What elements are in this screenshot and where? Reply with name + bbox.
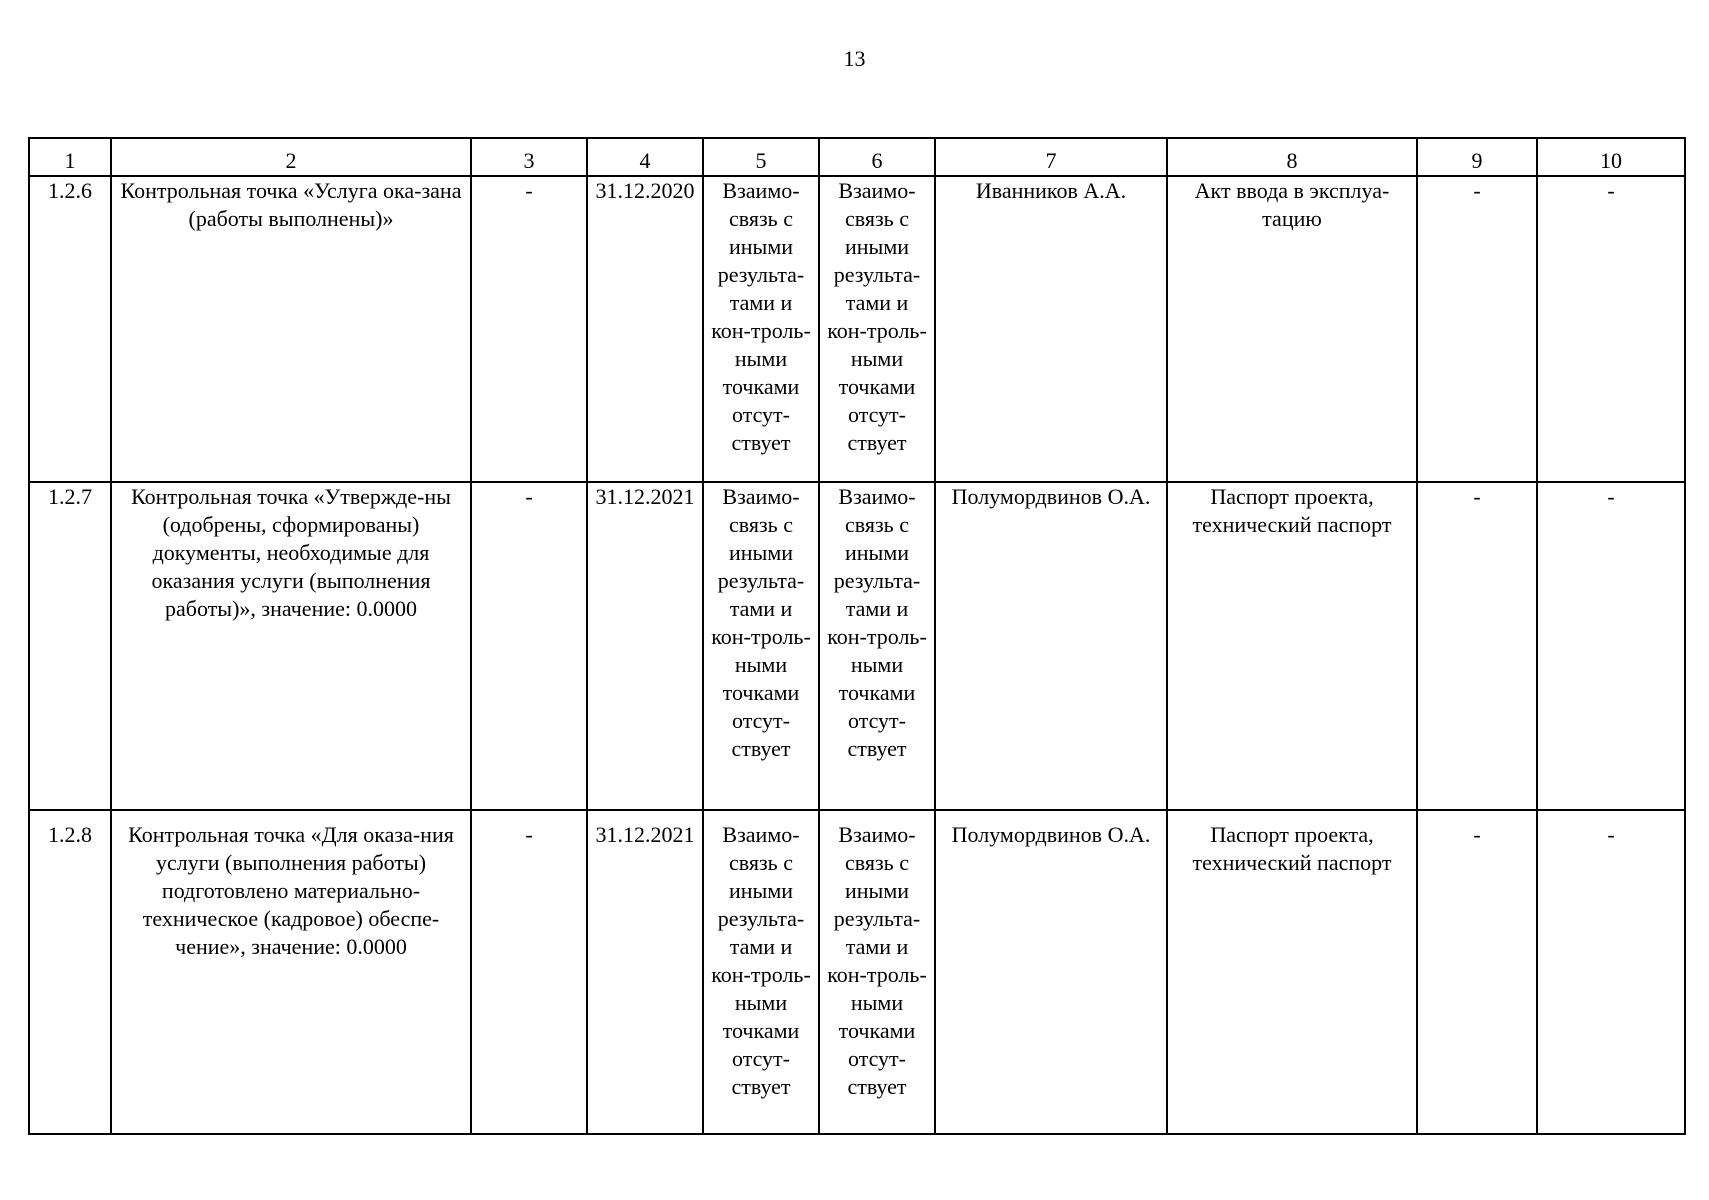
header-col-4: 4: [587, 138, 703, 176]
header-col-7: 7: [935, 138, 1167, 176]
col9-value: -: [1417, 810, 1537, 1134]
col9-value: -: [1417, 482, 1537, 810]
row-number: 1.2.7: [29, 482, 111, 810]
milestone-date: 31.12.2021: [587, 482, 703, 810]
relation-next: Взаимо-связь с иными результа-тами и кон-троль-ными точками отсут-ствует: [819, 176, 935, 482]
relation-previous: Взаимо-связь с иными результа-тами и кон-троль-ными точками отсут-ствует: [703, 810, 819, 1134]
col3-value: -: [471, 482, 587, 810]
header-col-6: 6: [819, 138, 935, 176]
page-number: 13: [843, 46, 866, 71]
header-col-5: 5: [703, 138, 819, 176]
responsible-person: Полумордвинов О.А.: [935, 810, 1167, 1134]
milestones-table: [28, 137, 1686, 1135]
confirming-document: Паспорт проекта, технический паспорт: [1167, 482, 1417, 810]
relation-previous: Взаимо-связь с иными результа-тами и кон-троль-ными точками отсут-ствует: [703, 482, 819, 810]
table-row: [29, 176, 1685, 482]
relation-next: Взаимо-связь с иными результа-тами и кон-троль-ными точками отсут-ствует: [819, 482, 935, 810]
relation-previous: Взаимо-связь с иными результа-тами и кон-троль-ными точками отсут-ствует: [703, 176, 819, 482]
confirming-document: Паспорт проекта, технический паспорт: [1167, 810, 1417, 1134]
milestone-name: Контрольная точка «Для оказа-ния услуги (выполнения работы) подготовлено материально-техническое (кадровое) обеспе-чение», значение: 0.0000: [111, 810, 471, 1134]
table-row: [29, 810, 1685, 1134]
col9-value: -: [1417, 176, 1537, 482]
confirming-document: Акт ввода в эксплуа-тацию: [1167, 176, 1417, 482]
responsible-person: Иванников А.А.: [935, 176, 1167, 482]
milestone-name: Контрольная точка «Утвержде-ны (одобрены, сформированы) документы, необходимые для оказания услуги (выполнения работы)», значение: 0.0000: [111, 482, 471, 810]
header-col-1: 1: [29, 138, 111, 176]
milestone-date: 31.12.2020: [587, 176, 703, 482]
col10-value: -: [1537, 176, 1685, 482]
col10-value: -: [1537, 482, 1685, 810]
header-col-10: 10: [1537, 138, 1685, 176]
table-row: [29, 482, 1685, 810]
milestone-name: Контрольная точка «Услуга ока-зана (работы выполнены)»: [111, 176, 471, 482]
header-col-2: 2: [111, 138, 471, 176]
row-number: 1.2.8: [29, 810, 111, 1134]
col3-value: -: [471, 810, 587, 1134]
table-header-row: [29, 138, 1685, 176]
header-col-3: 3: [471, 138, 587, 176]
header-col-8: 8: [1167, 138, 1417, 176]
relation-next: Взаимо-связь с иными результа-тами и кон-троль-ными точками отсут-ствует: [819, 810, 935, 1134]
col3-value: -: [471, 176, 587, 482]
row-number: 1.2.6: [29, 176, 111, 482]
milestone-date: 31.12.2021: [587, 810, 703, 1134]
col10-value: -: [1537, 810, 1685, 1134]
responsible-person: Полумордвинов О.А.: [935, 482, 1167, 810]
header-col-9: 9: [1417, 138, 1537, 176]
